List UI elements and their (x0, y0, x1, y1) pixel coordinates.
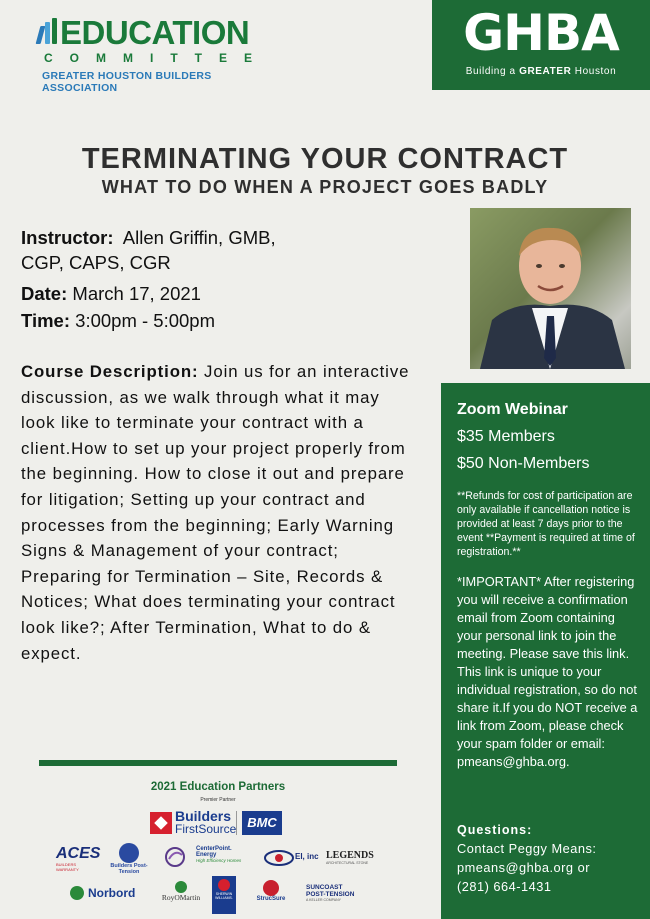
post-tension-text: Builders Post-Tension (110, 863, 148, 875)
eye-icon (264, 847, 294, 869)
builders-icon (150, 812, 172, 834)
aces-logo (56, 845, 101, 872)
tree-icon (175, 881, 187, 893)
questions-email[interactable]: pmeans@ghba.org or (457, 860, 590, 875)
books-icon (38, 18, 60, 44)
instructor-photo (470, 208, 631, 369)
sherwin-williams-logo (212, 876, 236, 914)
instructor-name: Allen Griffin, GMB, (113, 227, 276, 248)
legends-text: LEGENDS (326, 850, 374, 861)
education-title: EDUCATION (60, 14, 250, 51)
keller-text: A KELLER COMPANY (306, 898, 341, 902)
date-value: March 17, 2021 (67, 283, 201, 304)
date-label: Date: (21, 283, 68, 304)
bmc-logo: BMC (242, 811, 282, 835)
centerpoint-energy-logo (196, 846, 256, 872)
association-name: GREATER HOUSTON BUILDERS ASSOCIATION (42, 70, 212, 94)
partners-title: 2021 Education Partners (150, 781, 286, 793)
norbord-logo (70, 884, 150, 904)
strucsure-logo (247, 880, 295, 910)
williams-text: WILLIAMS. (215, 896, 233, 900)
tagline-pre: Building a (465, 66, 520, 77)
instructor-portrait-icon (470, 208, 631, 369)
sherwin-text: SHERWIN (215, 892, 233, 896)
strucsure-text: StrucSure (256, 896, 286, 902)
suncoast-logo (306, 884, 370, 908)
roymartin-logo (156, 881, 206, 907)
builders-text: Builders (175, 808, 232, 824)
swirl-icon (163, 845, 187, 871)
ei-inc-logo (264, 847, 319, 871)
questions-contact: Contact Peggy Means: (457, 841, 597, 856)
course-description (21, 359, 416, 666)
important-note: *IMPORTANT* After registering you will receive a confirmation email from Zoom containing your personal link to join the meeting. Please save this link. This link is unique to your individual registration, so do not share it.If you do NOT receive a link from Zoom, please check your spam folder or email: pmeans@ghba.org. (457, 574, 638, 769)
ghba-logo-box (432, 0, 650, 90)
energy-text: Energy (196, 852, 217, 858)
time-label: Time: (21, 310, 71, 331)
partner-swirl-logo (163, 845, 187, 871)
price-members: $35 Members (457, 428, 555, 445)
page-subtitle: WHAT TO DO WHEN A PROJECT GOES BADLY (101, 177, 549, 197)
ei-text: EI, inc (295, 852, 319, 861)
premier-partner-label: Premier Partner (200, 797, 236, 803)
refund-note: **Refunds for cost of participation are only available if cancellation notice is provided at least 7 days prior to the event **Payment is required at time of registration.** (457, 490, 635, 558)
builders-firstsource-logo (150, 809, 285, 837)
partners-divider (39, 760, 397, 766)
time-value: 3:00pm - 5:00pm (70, 310, 216, 331)
suncoast-text: SUNCOAST (306, 884, 343, 891)
roymartin-text: RoyOMartin (161, 893, 201, 902)
globe-cover-icon (218, 879, 230, 891)
legends-sub: ARCHITECTURAL STONE (326, 861, 369, 865)
committee-label: COMMITTEE (44, 51, 269, 65)
aces-sub: BUILDERS WARRANTY (56, 862, 79, 872)
instructor-credentials: CGP, CAPS, CGR (21, 252, 171, 273)
course-label: Course Description: (21, 362, 199, 381)
norbord-text: Norbord (88, 886, 136, 900)
education-committee-logo (38, 14, 278, 94)
globe-icon (119, 843, 139, 863)
course-text: Join us for an interactive discussion, as we walk through what it may look like to terminate your contract with a client.How to set up your project properly from the beginning. How to close it out and prepare for litigation; Setting up your contract and processes from the beginning; Early Warning Signs & Management of your contract; Preparing for Termination – Site, Records & Notices; What does terminating your contract look like?; After Termination, What to do & expect. (21, 362, 410, 663)
legends-logo (326, 850, 386, 870)
ghba-logo: GHBA (463, 4, 619, 62)
zoom-webinar-title: Zoom Webinar (457, 401, 568, 418)
tagline-bold: GREATER (519, 66, 572, 77)
price-nonmembers: $50 Non-Members (457, 455, 590, 472)
date-line (21, 283, 201, 305)
ghba-tagline (432, 66, 650, 77)
questions-title: Questions: (457, 823, 533, 837)
tagline-post: Houston (571, 66, 617, 77)
strucsure-icon (263, 880, 279, 896)
centerpoint-text: CenterPoint. (196, 846, 232, 852)
questions-phone[interactable]: (281) 664-1431 (457, 879, 552, 894)
aces-text: ACES (56, 845, 101, 862)
instructor-line (21, 227, 276, 249)
norbord-leaf-icon (70, 886, 84, 900)
firstsource-text: FirstSource (175, 822, 237, 836)
registration-panel (441, 383, 650, 919)
post-tension-label: POST-TENSION (306, 891, 355, 898)
page-title: TERMINATING YOUR CONTRACT (81, 143, 569, 175)
high-efficiency-text: High Efficiency Homes (196, 858, 242, 863)
builders-post-tension-logo (104, 843, 154, 875)
instructor-label: Instructor: (21, 227, 114, 248)
time-line (21, 310, 215, 332)
